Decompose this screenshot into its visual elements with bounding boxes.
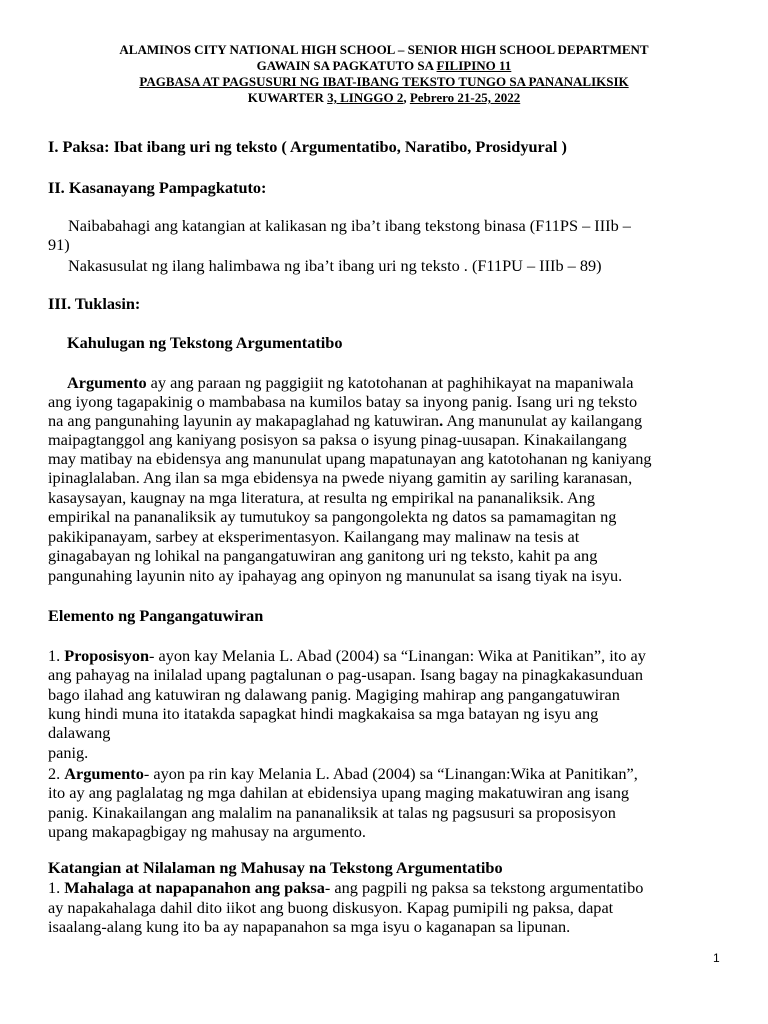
list-item-line: isaalang-alang kung ito ba ay napapanahon sa mga isyu o kaganapan sa lipunan. — [48, 917, 571, 936]
paragraph-line: kasaysayan, kaugnay na mga literatura, at resulta ng empirikal na pananaliksik. Ang — [48, 488, 596, 507]
competency-1-line-1: Naibabahagi ang katangian at kalikasan ng iba’t ibang tekstong binasa (F11PS – IIIb – — [68, 216, 631, 235]
list-item-line: ito ay ang paglalatag ng mga dahilan at ebidensiya upang maging makatuwiran ang isang — [48, 783, 629, 802]
mahalaga-term: Mahalaga at napapanahon ang paksa — [64, 878, 325, 897]
school-name: ALAMINOS CITY NATIONAL HIGH SCHOOL – SENIOR HIGH SCHOOL DEPARTMENT — [119, 42, 649, 57]
paragraph-line: na ang pangunahing layunin ay makapaglahad ng katuwiran. Ang manunulat ay kailangang — [48, 411, 643, 430]
list-item: 1. Proposisyon- ayon kay Melania L. Abad (2004) sa “Linangan: Wika at Panitikan”, ito ay — [48, 646, 646, 665]
list-item-line: ay napakahalaga dahil dito iikot ang buong diskusyon. Kapag pumipili ng paksa, dapat — [48, 898, 614, 917]
quarter-separator: , — [403, 90, 410, 105]
argumento-term: Argumento — [67, 373, 147, 392]
paragraph-line: may matibay na ebidensya ang manunulat upang mapatunayan ang katotohanan ng kaniyang — [48, 449, 652, 468]
proposisyon-term: Proposisyon — [64, 646, 150, 665]
course-title: PAGBASA AT PAGSUSURI NG IBAT-IBANG TEKSTO TUNGO SA PANANALIKSIK — [139, 74, 629, 89]
list-item-line: dalawang — [48, 723, 111, 742]
list-item-line: upang makapagbigay ng mahusay na argumento. — [48, 822, 367, 841]
competency-2: Nakasusulat ng ilang halimbawa ng iba’t ibang uri ng teksto . (F11PU – IIIb – 89) — [68, 256, 602, 275]
activity-title-prefix: GAWAIN SA PAGKATUTO SA — [256, 58, 437, 73]
elemento-heading: Elemento ng Pangangatuwiran — [48, 606, 264, 625]
quarter-week-date — [0, 90, 768, 106]
list-item: 1. Mahalaga at napapanahon ang paksa- ang pagpili ng paksa sa tekstong argumentatibo — [48, 878, 644, 897]
paragraph-line: maipagtanggol ang kaniyang posisyon sa paksa o isyung pinag-uusapan. Kinakailangang — [48, 430, 627, 449]
paragraph-line: ang iyong tagapakinig o mambabasa na kumilos batay sa inyong panig. Isang uri ng teksto — [48, 392, 638, 411]
quarter-week: 3, LINGGO 2 — [327, 90, 404, 105]
argumentatibo-subheading: Kahulugan ng Tekstong Argumentatibo — [67, 333, 343, 352]
section-3-heading: III. Tuklasin: — [48, 294, 141, 313]
paragraph-line: ginagabayan ng lohikal na pangangatuwiran ang ganitong uri ng teksto, kahit pa ang — [48, 546, 598, 565]
paragraph-line: Argumento ay ang paraan ng paggigiit ng katotohanan at paghihikayat na mapaniwala — [67, 373, 634, 392]
paragraph-line: empirikal na pananaliksik ay tumutukoy sa pangongolekta ng datos sa pamamagitan ng — [48, 507, 617, 526]
section-2-heading: II. Kasanayang Pampagkatuto: — [48, 178, 267, 197]
list-item: 2. Argumento- ayon pa rin kay Melania L. Abad (2004) sa “Linangan:Wika at Panitikan”, — [48, 764, 638, 783]
list-item-line: kung hindi muna ito itatakda sapagkat hindi magkakaisa sa mga batayan ng isyu ang — [48, 704, 599, 723]
paragraph-line: pakikipanayam, sarbey at eksperimentasyon. Kailangang may malinaw na tesis at — [48, 527, 580, 546]
quarter-prefix: KUWARTER — [247, 90, 328, 105]
section-1-heading: I. Paksa: Ibat ibang uri ng teksto ( Argumentatibo, Naratibo, Prosidyural ) — [48, 137, 567, 156]
paragraph-line: pangunahing layunin nito ay ipahayag ang opinyon ng manunulat sa isang tiyak na isyu. — [48, 566, 623, 585]
page-number: 1 — [713, 951, 720, 965]
list-item-line: bago ilahad ang katuwiran ng dalawang panig. Magiging mahirap ang pangangatuwiran — [48, 685, 620, 704]
paragraph-line: ipinaglalaban. Ang ilan sa mga ebidensya na pwede niyang gamitin ay sariling karanasan, — [48, 468, 633, 487]
date-range: Pebrero 21-25, 2022 — [409, 90, 521, 105]
competency-1-line-2: 91) — [48, 235, 70, 254]
argumento-element-term: Argumento — [64, 764, 144, 783]
list-item-line: panig. — [48, 743, 89, 762]
list-item-line: panig. Kinakailangan ang malalim na pananaliksik at talas ng pagsusuri sa proposisyon — [48, 803, 616, 822]
katangian-heading: Katangian at Nilalaman ng Mahusay na Tekstong Argumentatibo — [48, 858, 503, 877]
list-item-line: ang pahayag na inilalad upang pagtalunan o pag-usapan. Isang bagay na pinagkakasunduan — [48, 665, 643, 684]
activity-title — [0, 58, 768, 74]
subject-name: FILIPINO 11 — [436, 58, 512, 73]
